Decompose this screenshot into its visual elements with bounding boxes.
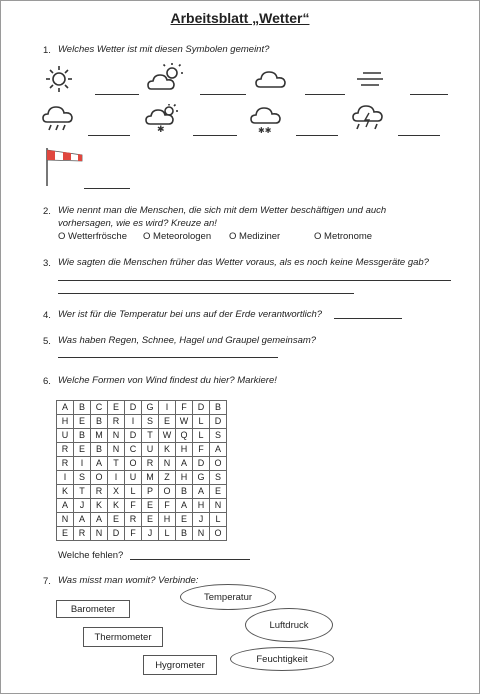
grid-row: [57, 429, 227, 443]
grid-cell[interactable]: L: [210, 513, 227, 527]
grid-cell[interactable]: T: [108, 457, 125, 471]
q1-number: 1.: [43, 45, 51, 56]
grid-cell[interactable]: F: [125, 499, 142, 513]
grid-cell[interactable]: S: [74, 471, 91, 485]
grid-cell[interactable]: E: [74, 415, 91, 429]
sun-icon: [44, 64, 74, 94]
grid-cell[interactable]: E: [74, 443, 91, 457]
instrument-box-hygrometer[interactable]: Hygrometer: [143, 655, 217, 675]
answer-line[interactable]: [193, 135, 237, 136]
rain-cloud-icon: [42, 105, 76, 133]
cloud-icon: [255, 68, 287, 90]
grid-cell[interactable]: Z: [159, 471, 176, 485]
grid-cell[interactable]: N: [193, 527, 210, 541]
grid-cell[interactable]: E: [57, 527, 74, 541]
answer-line[interactable]: [58, 357, 278, 358]
grid-cell[interactable]: U: [125, 471, 142, 485]
grid-cell[interactable]: J: [193, 513, 210, 527]
grid-cell[interactable]: D: [193, 457, 210, 471]
q5-number: 5.: [43, 336, 51, 347]
grid-cell[interactable]: M: [142, 471, 159, 485]
grid-cell[interactable]: I: [125, 415, 142, 429]
grid-row: [57, 513, 227, 527]
answer-line[interactable]: [84, 188, 130, 189]
grid-cell[interactable]: D: [108, 527, 125, 541]
grid-cell[interactable]: O: [125, 457, 142, 471]
grid-cell[interactable]: N: [57, 513, 74, 527]
grid-cell[interactable]: R: [125, 513, 142, 527]
grid-cell[interactable]: I: [159, 401, 176, 415]
grid-cell[interactable]: D: [210, 415, 227, 429]
grid-cell[interactable]: R: [108, 415, 125, 429]
q3-number: 3.: [43, 258, 51, 269]
q1-text: Welches Wetter ist mit diesen Symbolen gemeint?: [58, 44, 270, 55]
grid-cell[interactable]: E: [176, 513, 193, 527]
grid-cell[interactable]: I: [74, 457, 91, 471]
answer-line[interactable]: [410, 94, 448, 95]
grid-cell[interactable]: N: [159, 457, 176, 471]
grid-cell[interactable]: R: [57, 457, 74, 471]
grid-cell[interactable]: F: [193, 443, 210, 457]
quantity-oval-luftdruck[interactable]: Luftdruck: [245, 608, 333, 642]
grid-cell[interactable]: A: [176, 457, 193, 471]
q6-number: 6.: [43, 376, 51, 387]
grid-row: [57, 499, 227, 513]
grid-cell[interactable]: A: [74, 513, 91, 527]
q6-text: Welche Formen von Wind findest du hier? Markiere!: [58, 375, 277, 386]
grid-cell[interactable]: A: [91, 513, 108, 527]
grid-cell[interactable]: R: [74, 527, 91, 541]
grid-cell[interactable]: L: [193, 429, 210, 443]
sun-behind-cloud-icon: [146, 62, 186, 94]
grid-cell[interactable]: C: [91, 401, 108, 415]
option-mediziner[interactable]: O Mediziner: [229, 231, 281, 242]
grid-cell[interactable]: B: [91, 415, 108, 429]
quantity-oval-feuchtigkeit[interactable]: Feuchtigkeit: [230, 647, 334, 671]
q2-text-line2: vorhersagen, wie es wird? Kreuze an!: [58, 218, 217, 229]
grid-row: [57, 471, 227, 485]
q7-number: 7.: [43, 576, 51, 587]
grid-cell[interactable]: T: [74, 485, 91, 499]
svg-text:✱✱: ✱✱: [258, 126, 272, 134]
grid-cell[interactable]: O: [210, 457, 227, 471]
grid-cell[interactable]: K: [57, 485, 74, 499]
grid-cell[interactable]: B: [176, 485, 193, 499]
grid-cell[interactable]: N: [108, 443, 125, 457]
grid-cell[interactable]: H: [193, 499, 210, 513]
grid-cell[interactable]: A: [210, 443, 227, 457]
grid-row: [57, 415, 227, 429]
svg-text:✱: ✱: [157, 124, 165, 133]
grid-cell[interactable]: D: [125, 429, 142, 443]
grid-cell[interactable]: D: [193, 401, 210, 415]
grid-cell[interactable]: W: [159, 429, 176, 443]
snow-cloud-icon: [250, 106, 284, 134]
answer-line[interactable]: [58, 293, 354, 294]
grid-cell[interactable]: A: [57, 499, 74, 513]
answer-line[interactable]: [95, 94, 139, 95]
grid-cell[interactable]: N: [108, 429, 125, 443]
grid-cell[interactable]: B: [210, 401, 227, 415]
grid-cell[interactable]: A: [193, 485, 210, 499]
q4-text: Wer ist für die Temperatur bei uns auf der Erde verantwortlich?: [58, 309, 323, 320]
windsock-icon: [44, 146, 86, 188]
grid-cell[interactable]: F: [159, 499, 176, 513]
grid-row: [57, 401, 227, 415]
q4-number: 4.: [43, 310, 51, 321]
grid-cell[interactable]: O: [210, 527, 227, 541]
snow-sun-cloud-icon: [145, 103, 181, 133]
grid-row: [57, 443, 227, 457]
answer-line[interactable]: [130, 559, 250, 560]
answer-line[interactable]: [305, 94, 345, 95]
option-wetterfroesche[interactable]: O Wetterfrösche: [58, 231, 127, 242]
option-metronome[interactable]: O Metronome: [314, 231, 373, 242]
grid-cell[interactable]: A: [176, 499, 193, 513]
grid-cell[interactable]: I: [108, 471, 125, 485]
grid-cell[interactable]: L: [193, 415, 210, 429]
page-title: Arbeitsblatt „Wetter“: [170, 10, 310, 26]
grid-cell[interactable]: H: [176, 443, 193, 457]
grid-cell[interactable]: E: [108, 401, 125, 415]
answer-line[interactable]: [200, 94, 246, 95]
grid-cell[interactable]: I: [57, 471, 74, 485]
grid-cell[interactable]: H: [57, 415, 74, 429]
q2-text-line1: Wie nennt man die Menschen, die sich mit dem Wetter beschäftigen und auch: [58, 205, 387, 216]
grid-cell[interactable]: N: [91, 527, 108, 541]
grid-cell[interactable]: F: [125, 527, 142, 541]
grid-row: [57, 485, 227, 499]
grid-cell[interactable]: F: [176, 401, 193, 415]
grid-cell[interactable]: C: [125, 443, 142, 457]
grid-cell[interactable]: R: [142, 457, 159, 471]
grid-cell[interactable]: M: [91, 429, 108, 443]
q2-number: 2.: [43, 206, 51, 217]
grid-cell[interactable]: H: [176, 471, 193, 485]
word-search-grid: [56, 400, 227, 541]
grid-cell[interactable]: B: [74, 401, 91, 415]
fog-icon: [355, 70, 385, 90]
grid-cell[interactable]: H: [159, 513, 176, 527]
grid-cell[interactable]: N: [210, 499, 227, 513]
grid-cell[interactable]: A: [57, 401, 74, 415]
answer-line[interactable]: [296, 135, 338, 136]
instrument-box-barometer[interactable]: Barometer: [56, 600, 130, 618]
grid-cell[interactable]: U: [142, 443, 159, 457]
instrument-box-thermometer[interactable]: Thermometer: [83, 627, 163, 647]
grid-cell[interactable]: A: [91, 457, 108, 471]
grid-cell[interactable]: S: [142, 415, 159, 429]
grid-row: [57, 527, 227, 541]
grid-cell[interactable]: L: [159, 527, 176, 541]
grid-cell[interactable]: X: [108, 485, 125, 499]
grid-cell[interactable]: B: [74, 429, 91, 443]
grid-cell[interactable]: R: [57, 443, 74, 457]
grid-cell[interactable]: L: [125, 485, 142, 499]
grid-cell[interactable]: O: [159, 485, 176, 499]
grid-row: [57, 457, 227, 471]
grid-cell[interactable]: Q: [176, 429, 193, 443]
grid-cell[interactable]: B: [176, 527, 193, 541]
grid-cell[interactable]: K: [159, 443, 176, 457]
q3-text: Wie sagten die Menschen früher das Wetter voraus, als es noch keine Messgeräte gab?: [58, 257, 429, 268]
grid-cell[interactable]: W: [176, 415, 193, 429]
q5-text: Was haben Regen, Schnee, Hagel und Graupel gemeinsam?: [58, 335, 317, 346]
thunderstorm-icon: [352, 104, 386, 132]
grid-cell[interactable]: D: [125, 401, 142, 415]
grid-cell[interactable]: P: [142, 485, 159, 499]
missing-label: Welche fehlen?: [58, 550, 124, 561]
grid-cell[interactable]: J: [74, 499, 91, 513]
answer-line[interactable]: [398, 135, 440, 136]
grid-cell[interactable]: G: [193, 471, 210, 485]
grid-cell[interactable]: K: [108, 499, 125, 513]
q7-text: Was misst man womit? Verbinde:: [58, 575, 199, 586]
grid-cell[interactable]: T: [142, 429, 159, 443]
grid-cell[interactable]: S: [210, 471, 227, 485]
grid-cell[interactable]: E: [210, 485, 227, 499]
grid-cell[interactable]: G: [142, 401, 159, 415]
grid-cell[interactable]: E: [108, 513, 125, 527]
grid-cell[interactable]: O: [91, 471, 108, 485]
grid-cell[interactable]: B: [91, 443, 108, 457]
grid-cell[interactable]: K: [91, 499, 108, 513]
grid-cell[interactable]: S: [210, 429, 227, 443]
option-meteorologen[interactable]: O Meteorologen: [143, 231, 212, 242]
quantity-oval-temperatur[interactable]: Temperatur: [180, 584, 276, 610]
answer-line[interactable]: [334, 318, 402, 319]
grid-cell[interactable]: E: [159, 415, 176, 429]
answer-line[interactable]: [58, 280, 451, 281]
grid-cell[interactable]: E: [142, 499, 159, 513]
grid-cell[interactable]: U: [57, 429, 74, 443]
grid-cell[interactable]: R: [91, 485, 108, 499]
grid-cell[interactable]: E: [142, 513, 159, 527]
answer-line[interactable]: [88, 135, 130, 136]
grid-cell[interactable]: J: [142, 527, 159, 541]
